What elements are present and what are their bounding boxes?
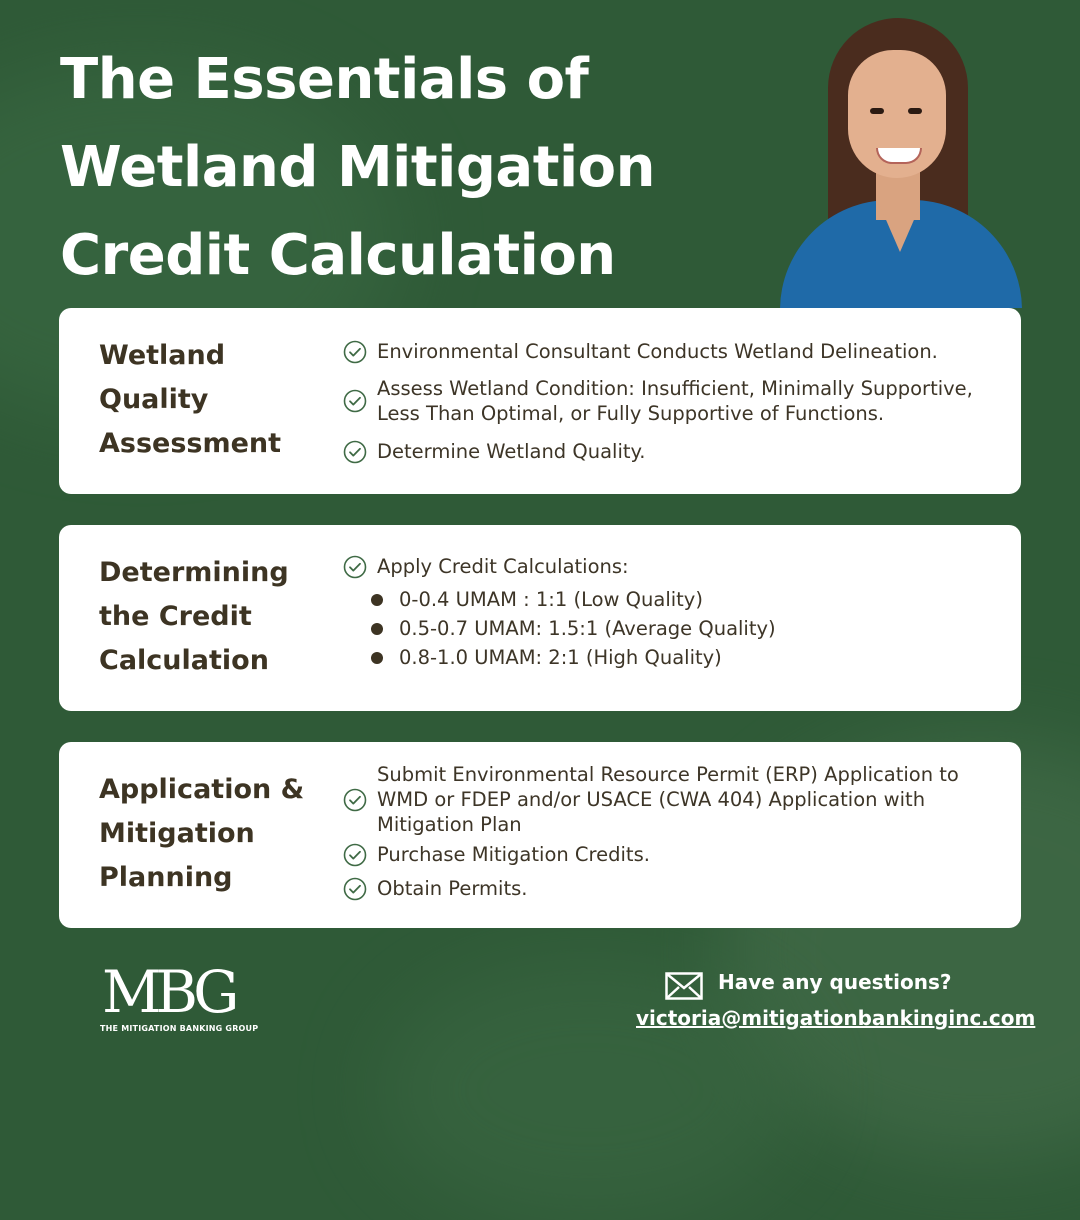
contact-email-link[interactable]: victoria@mitigationbankinginc.com <box>636 1006 1036 1030</box>
title-line: Credit Calculation <box>60 223 616 288</box>
section-heading: Determining the Credit Calculation <box>99 557 289 676</box>
check-circle-icon <box>343 389 367 413</box>
bullet-dot <box>371 652 383 664</box>
list-item: Assess Wetland Condition: Insufficient, Minimally Supportive, Less Than Optimal, or Fully Supportive of Functions. <box>343 376 1001 426</box>
page-title <box>60 36 700 300</box>
section-heading: Wetland Quality Assessment <box>99 340 282 459</box>
list-item: Purchase Mitigation Credits. <box>343 842 1001 867</box>
check-circle-icon <box>343 440 367 464</box>
title-line: The Essentials of <box>60 47 589 112</box>
company-logo <box>100 958 259 1040</box>
check-circle-icon <box>343 340 367 364</box>
list-item: Obtain Permits. <box>343 876 1001 901</box>
list-item: Determine Wetland Quality. <box>343 439 1001 464</box>
section-heading: Application & Mitigation Planning <box>99 774 305 893</box>
bullet-item: 0.5-0.7 UMAM: 1.5:1 (Average Quality) <box>371 616 776 641</box>
logo-mark: MBG <box>102 958 234 1026</box>
check-circle-icon <box>343 788 367 812</box>
presenter-portrait <box>780 10 1022 308</box>
section-card-application-mitigation-planning <box>59 742 1021 928</box>
background-texture <box>380 960 800 1220</box>
section-card-wetland-quality-assessment <box>59 308 1021 494</box>
list-item: Apply Credit Calculations: <box>343 554 1001 579</box>
check-circle-icon <box>343 843 367 867</box>
list-item: Submit Environmental Resource Permit (ERP) Application to WMD or FDEP and/or USACE (CWA 404) Application with Mitigation Plan <box>343 762 1001 837</box>
bullet-dot <box>371 623 383 635</box>
title-line: Wetland Mitigation <box>60 135 656 200</box>
check-circle-icon <box>343 555 367 579</box>
check-circle-icon <box>343 877 367 901</box>
bullet-item: 0-0.4 UMAM : 1:1 (Low Quality) <box>371 587 703 612</box>
envelope-icon <box>665 972 703 1000</box>
logo-text: THE MITIGATION BANKING GROUP <box>100 1024 259 1033</box>
contact-question: Have any questions? <box>718 970 952 994</box>
list-item: Environmental Consultant Conducts Wetland Delineation. <box>343 339 1001 364</box>
bullet-item: 0.8-1.0 UMAM: 2:1 (High Quality) <box>371 645 722 670</box>
bullet-dot <box>371 594 383 606</box>
section-card-determining-credit-calculation <box>59 525 1021 711</box>
